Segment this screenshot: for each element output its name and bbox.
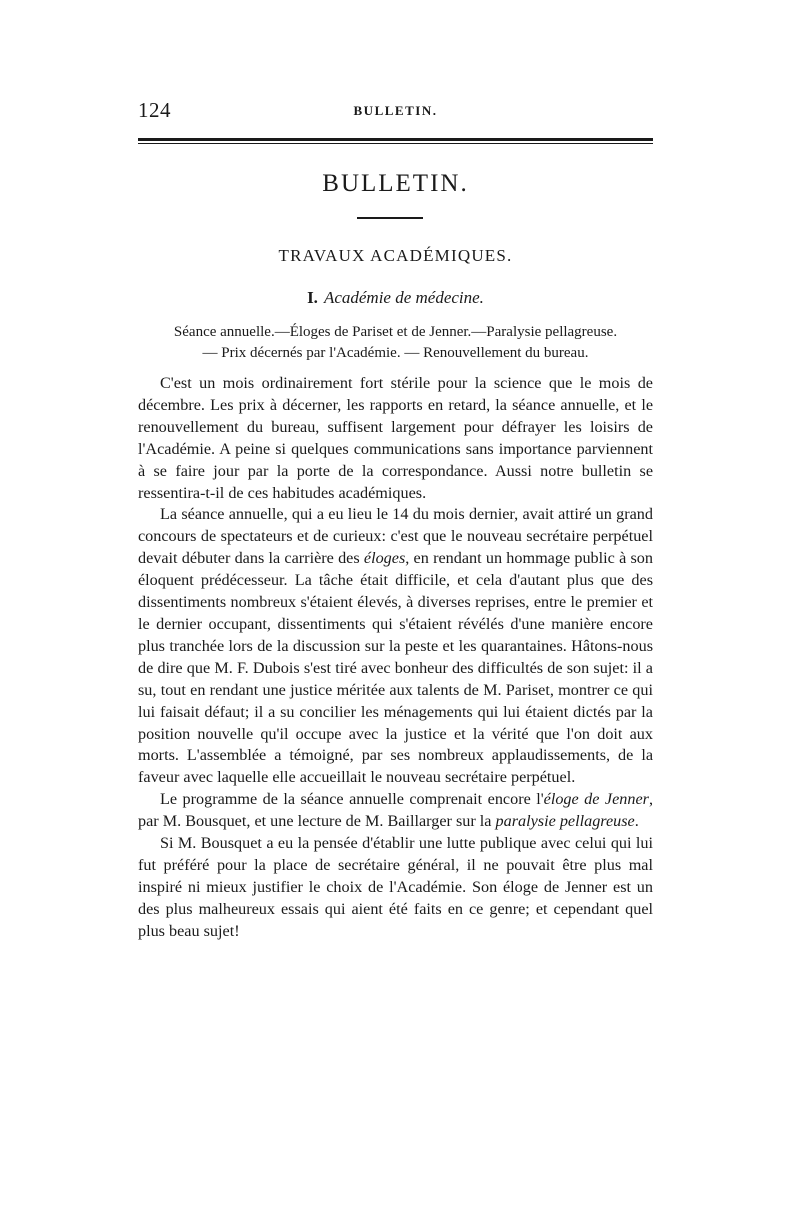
academie-heading — [138, 288, 653, 308]
heading-name: Académie de médecine. — [323, 288, 484, 307]
summary-line: Séance annuelle.—Éloges de Pariset et de Jenner.—Paralysie pellagreuse. — [173, 324, 618, 340]
page-number: 124 — [138, 98, 171, 122]
emphasis: éloges — [363, 549, 406, 568]
body-text — [138, 373, 653, 943]
summary-line: — Prix décernés par l'Académie. — Renouvellement du bureau. — [202, 345, 589, 361]
running-head — [138, 98, 653, 126]
paragraph: Le programme de la séance annuelle comprenait encore l'éloge de Jenner, par M. Bousquet, et une lecture de M. Baillarger sur la paralysie pellagreuse. — [138, 790, 653, 831]
summary — [138, 322, 653, 364]
running-title: BULLETIN. — [353, 103, 438, 118]
paragraph: La séance annuelle, qui a eu lieu le 14 du mois dernier, avait attiré un grand concours de spectateurs et de curieux: c'est que le nouveau secrétaire perpétuel devait débuter dans la carrière des éloges, en rendant un hommage public à son éloquent prédécesseur. La tâche était difficile, et cela d'autant plus que des dissentiments nombreux s'étaient élevés, à diverses reprises, entre le premier et le dernier occupant, dissentiments qui s'étaient révélés d'une manière encore plus tranchée lors de la discussion sur la peste et les quarantaines. Hâtons-nous de dire que M. F. Dubois s'est tiré avec bonheur des difficultés de son sujet: il a su, tout en rendant une justice méritée aux talents de M. Pariset, montrer ce qui lui faisait défaut; il a su concilier les ménagements qui lui étaient dictés par la position nouvelle qu'il occupe avec la justice et la vérité que l'on doit aux morts. L'assemblée a témoigné, par ses nombreux applaudissements, de la faveur avec laquelle elle accueillait le nouveau secrétaire perpétuel. — [138, 505, 653, 787]
section-title: BULLETIN. — [322, 170, 469, 197]
paragraph: Si M. Bousquet a eu la pensée d'établir une lutte publique avec celui qui lui fut préféré pour la place de secrétaire général, il ne pouvait être plus mal inspiré ni mieux justifier le choix de l'Académie. Son éloge de Jenner est un des plus malheureux essais qui aient été faits en ce genre; et cependant quel plus beau sujet! — [138, 834, 653, 940]
heading-number: I. — [307, 288, 318, 307]
emphasis: paralysie pellagreuse — [495, 812, 635, 831]
paragraph: C'est un mois ordinairement fort stérile pour la science que le mois de décembre. Les prix à décerner, les rapports en retard, la séance annuelle, et le renouvellement du bureau, suffisent largement pour défrayer les loisirs de l'Académie. A peine si quelques communications sans importance parviennent à se faire jour par la porte de la correspondance. Aussi notre bulletin se ressentira-t-il de ces habitudes académiques. — [138, 374, 653, 502]
emphasis: éloge de Jenner — [543, 790, 649, 809]
title-divider — [357, 217, 423, 219]
subsection-title: TRAVAUX ACADÉMIQUES. — [278, 246, 513, 265]
header-rule — [138, 138, 653, 144]
